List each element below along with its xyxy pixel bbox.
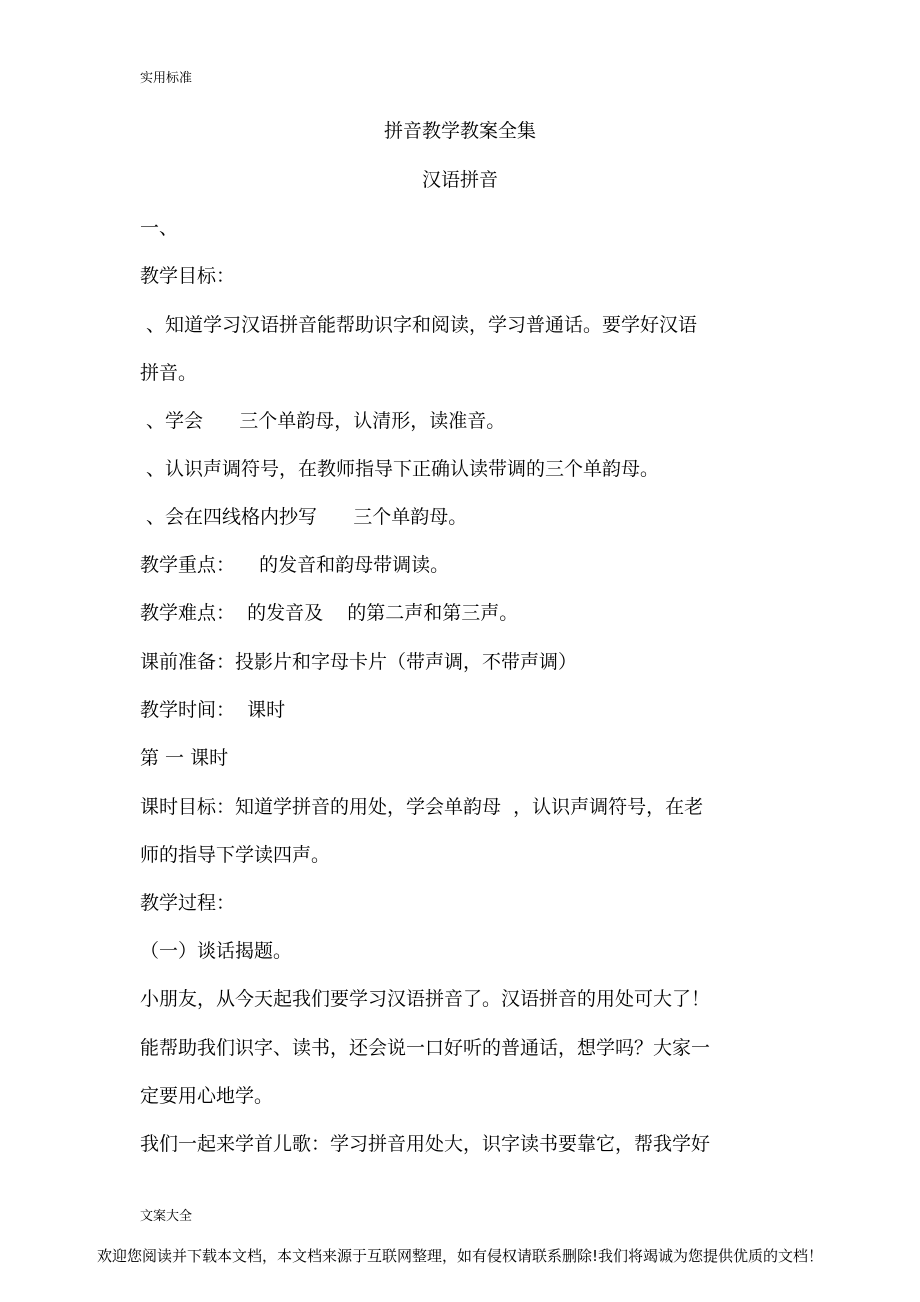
body-line: 、知道学习汉语拼音能帮助识字和阅读，学习普通话。要学好汉语 <box>140 314 698 336</box>
body-line: 教学时间： 课时 <box>140 699 286 721</box>
body-line: 教学重点： 的发音和韵母带调读。 <box>140 554 450 576</box>
page-footer: 文案大全 <box>140 1209 193 1224</box>
body-line: 、认识声调符号，在教师指导下正确认读带调的三个单韵母。 <box>140 458 660 480</box>
body-line: 教学目标： <box>140 265 236 287</box>
body-line: 课前准备：投影片和字母卡片（带声调，不带声调） <box>140 651 578 673</box>
body-line: 定要用心地学。 <box>140 1085 274 1107</box>
body-line: 一、 <box>140 217 179 239</box>
body-line: 我们一起来学首儿歌：学习拼音用处大，识字读书要靠它，帮我学好 <box>140 1133 711 1155</box>
body-line: 拼音。 <box>140 362 198 384</box>
body-line: 小朋友，从今天起我们要学习汉语拼音了。汉语拼音的用处可大了！ <box>140 988 711 1010</box>
body-line: 教学过程： <box>140 892 236 914</box>
download-notice: 欢迎您阅读并下载本文档，本文档来源于互联网整理，如有侵权请联系删除!我们将竭诚为您提供优质的文档！ <box>96 1247 824 1265</box>
body-line: 课时目标：知道学拼音的用处，学会单韵母 ，认识声调符号，在老 <box>140 796 704 818</box>
body-line: 、学会 三个单韵母，认清形，读准音。 <box>140 410 506 432</box>
body-line: 、会在四线格内抄写 三个单韵母。 <box>140 506 468 528</box>
body-line: 师的指导下学读四声。 <box>140 844 331 866</box>
body-line: 能帮助我们识字、读书，还会说一口好听的普通话，想学吗？大家一 <box>140 1037 711 1059</box>
page-header: 实用标准 <box>140 71 193 86</box>
document-title: 拼音教学教案全集 <box>383 120 536 142</box>
body-line: 教学难点： 的发音及 的第二声和第三声。 <box>140 602 519 624</box>
body-line: 第 一 课时 <box>140 747 229 769</box>
body-line: （一）谈话揭题。 <box>140 940 293 962</box>
document-subtitle: 汉语拼音 <box>421 169 498 191</box>
